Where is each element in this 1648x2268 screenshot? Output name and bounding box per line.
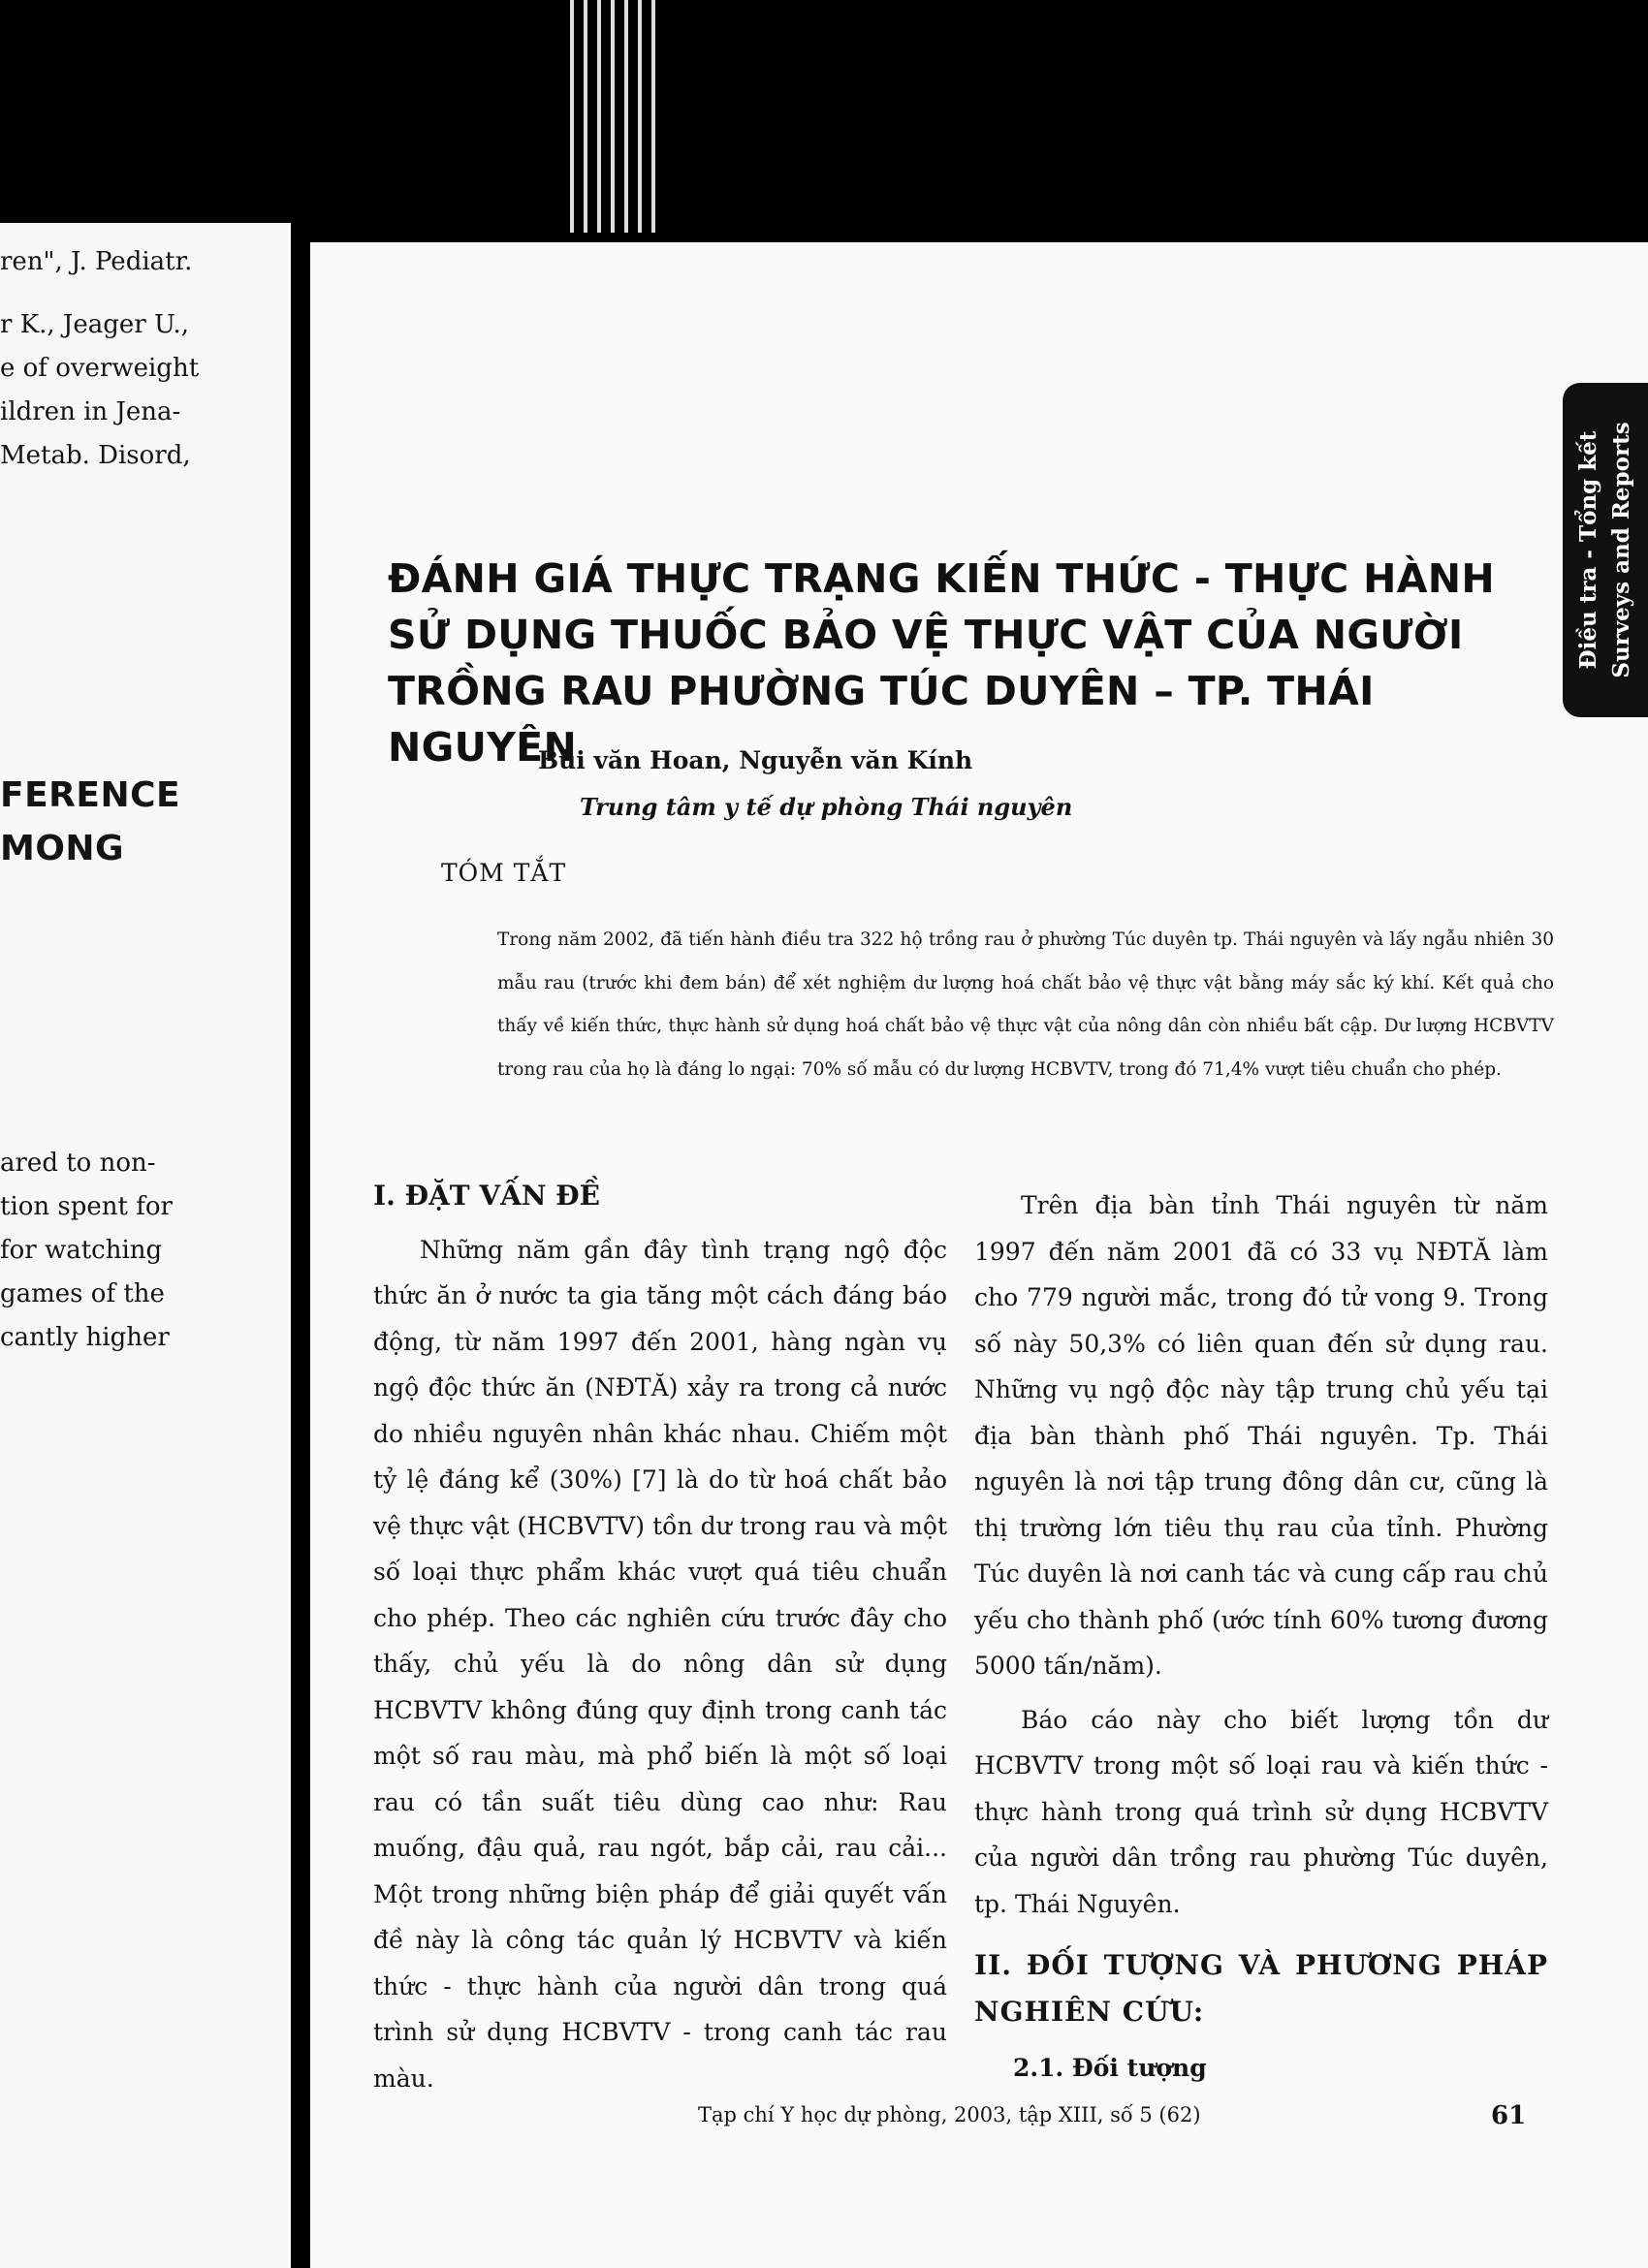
right-column <box>974 1182 1548 2092</box>
paragraph: Trên địa bàn tỉnh Thái nguyên từ năm 1997 đến năm 2001 đã có 33 vụ NĐTĂ làm cho 779 người mắc, trong đó tử vong 9. Trong số này 50,3% có liên quan đến sử dụng rau. Những vụ ngộ độc này tập trung chủ yếu tại địa bàn thành phố Thái nguyên. Tp. Thái nguyên là nơi tập trung đông dân cư, cũng là thị trường lớn tiêu thụ rau của tỉnh. Phường Túc duyên là nơi canh tác và cung cấp rau chủ yếu cho thành phố (ước tính 60% tương đương 5000 tấn/năm). <box>974 1191 1548 1680</box>
affiliation: Trung tâm y tế dự phòng Thái nguyên <box>580 793 1073 821</box>
facing-page-line: r K., Jeager U., <box>0 310 189 339</box>
section-heading: I. ĐẶT VẤN ĐỀ <box>373 1180 600 1212</box>
authors: Bùi văn Hoan, Nguyễn văn Kính <box>538 746 973 774</box>
section-tab-en: Surveys and Reports <box>1608 422 1634 678</box>
facing-page-line: tion spent for <box>0 1192 173 1221</box>
facing-page-line: games of the <box>0 1279 165 1308</box>
facing-page-line: ared to non- <box>0 1149 156 1178</box>
facing-page-line: e of overweight <box>0 354 200 383</box>
title-line: ĐÁNH GIÁ THỰC TRẠNG KIẾN THỨC - THỰC HÀNH <box>388 555 1495 602</box>
section-tab-vi: Điều tra - Tổng kết <box>1575 430 1601 670</box>
abstract-text: Trong năm 2002, đã tiến hành điều tra 322 hộ trồng rau ở phường Túc duyên tp. Thái nguyên và lấy ngẫu nhiên 30 mẫu rau (trước khi đem bán) để xét nghiệm dư lượng hoá chất bảo vệ thực vật bằng máy sắc ký khí. Kết quả cho thấy về kiến thức, thực hành sử dụng hoá chất bảo vệ thực vật của nông dân còn nhiều bất cập. Dư lượng HCBVTV trong rau của họ là đáng lo ngại: 70% số mẫu có dư lượng HCBVTV, trong đó 71,4% vượt tiêu chuẩn cho phép. <box>497 929 1554 1080</box>
paragraph: Những năm gần đây tình trạng ngộ độc thức ăn ở nước ta gia tăng một cách đáng báo động, từ năm 1997 đến 2001, hàng ngàn vụ ngộ độc thức ăn (NĐTĂ) xảy ra trong cả nước do nhiều nguyên nhân khác nhau. Chiếm một tỷ lệ đáng kể (30%) [7] là do từ hoá chất bảo vệ thực vật (HCBVTV) tồn dư trong rau và một số loại thực phẩm khác vượt quá tiêu chuẩn cho phép. Theo các nghiên cứu trước đây cho thấy, chủ yếu là do nông dân sử dụng HCBVTV không đúng quy định trong canh tác một số rau màu, mà phổ biến là một số loại rau có tần suất tiêu dùng cao như: Rau muống, đậu quả, rau ngót, bắp cải, rau cải... Một trong những biện pháp để giải quyết vấn đề này là công tác quản lý HCBVTV và kiến thức - thực hành của người dân trong quá trình sử dụng HCBVTV - trong canh tác rau màu. <box>373 1235 947 2093</box>
subsection-heading: 2.1. Đối tượng <box>1013 2054 1207 2082</box>
article-title <box>388 551 1532 775</box>
facing-page-line: cantly higher <box>0 1323 170 1352</box>
title-line: SỬ DỤNG THUỐC BẢO VỆ THỰC VẬT CỦA NGƯỜI <box>388 612 1464 658</box>
left-column <box>373 1173 947 2101</box>
facing-page-line: for watching <box>0 1236 163 1265</box>
top-black-band <box>0 0 1648 242</box>
paragraph: Báo cáo này cho biết lượng tồn dư HCBVTV trong một số loại rau và kiến thức - thực hành trong quá trình sử dụng HCBVTV của người dân trồng rau phường Túc duyên, tp. Thái Nguyên. <box>974 1705 1548 1918</box>
facing-page-heading: FERENCE <box>0 775 181 815</box>
facing-page-line: ildren in Jena- <box>0 397 181 426</box>
facing-page-line: ren", J. Pediatr. <box>0 247 193 276</box>
facing-page-line: Metab. Disord, <box>0 441 191 470</box>
journal-footer: Tạp chí Y học dự phòng, 2003, tập XIII, số 5 (62) <box>698 2103 1201 2126</box>
binding-stripe <box>560 0 657 233</box>
section-tab <box>1563 383 1648 717</box>
title-line: TRỒNG RAU PHƯỜNG TÚC DUYÊN – TP. THÁI NGUYÊN <box>388 668 1375 771</box>
section-heading: II. ĐỐI TƯỢNG VÀ PHƯƠNG PHÁP NGHIÊN CỨU: <box>974 1949 1548 2028</box>
facing-page-heading: MONG <box>0 829 125 868</box>
abstract-heading: TÓM TẮT <box>441 859 567 887</box>
page-number: 61 <box>1491 2101 1527 2130</box>
